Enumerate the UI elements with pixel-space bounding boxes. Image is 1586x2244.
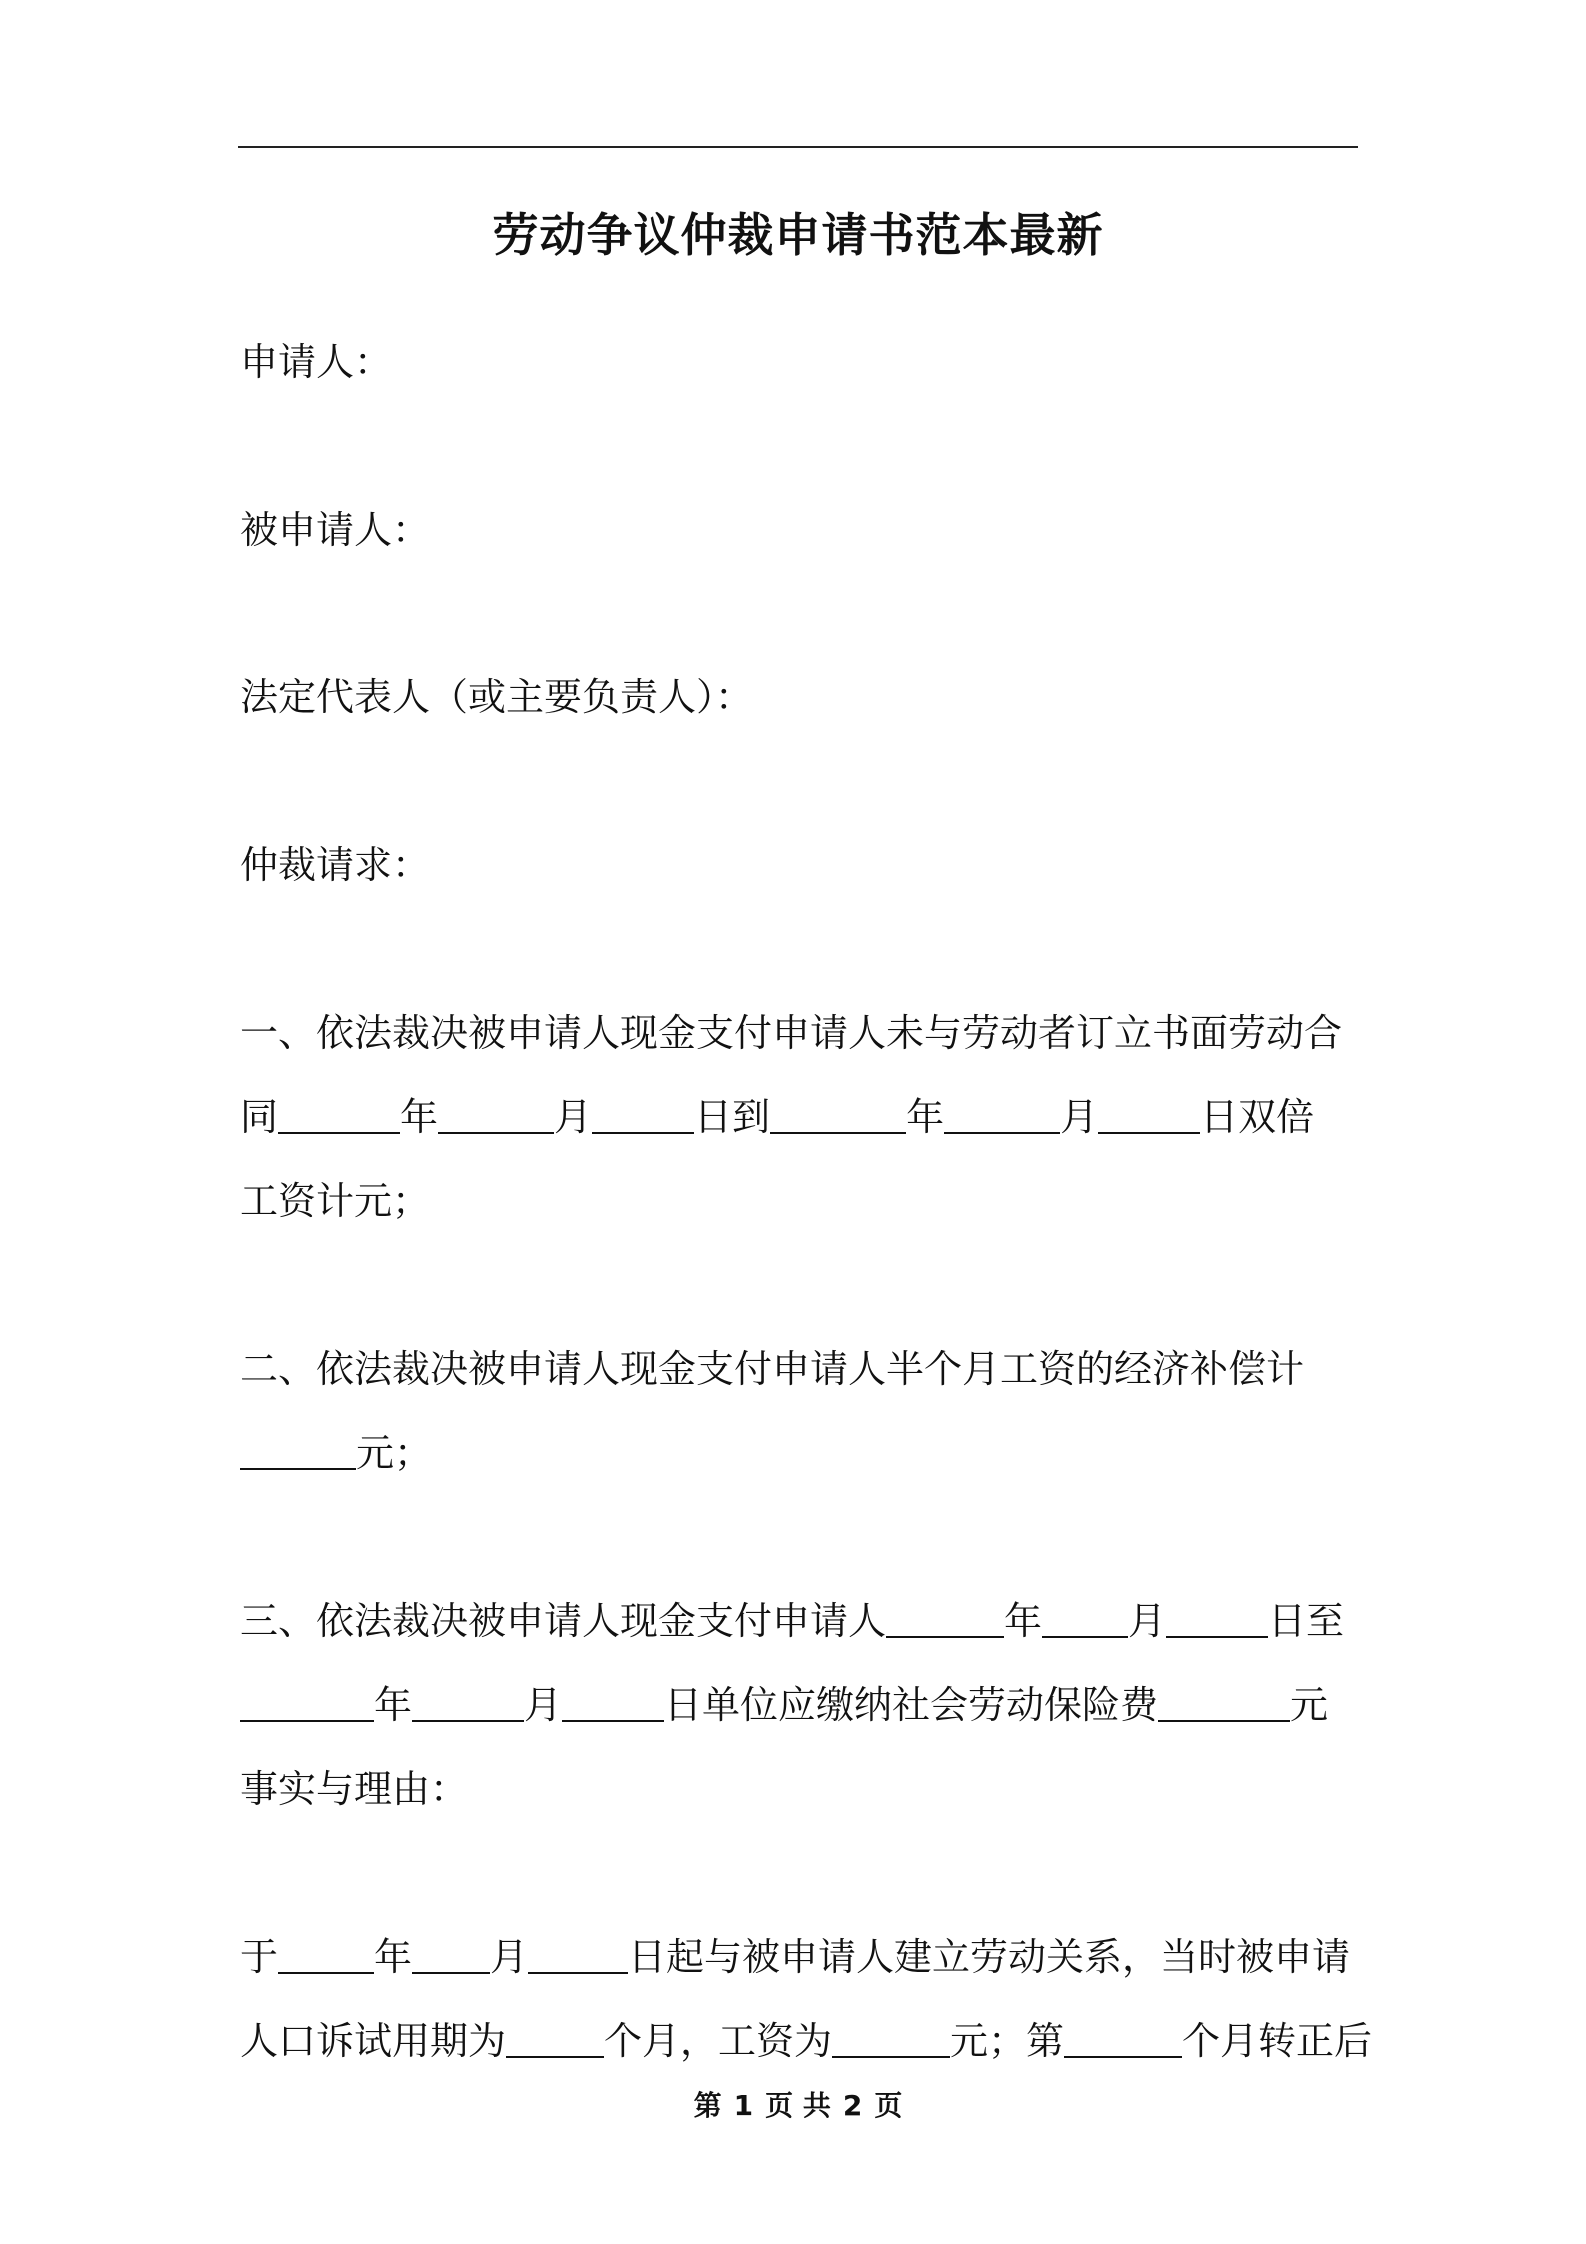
facts-text: 元；第	[950, 2019, 1065, 2063]
claim-3-line-2	[240, 1679, 1362, 1731]
blank-field	[1064, 2022, 1182, 2058]
claims-label: 仲裁请求：	[240, 843, 431, 887]
claim-3-text: 日单位应缴纳社会劳动保险费	[664, 1683, 1159, 1727]
blank-field	[278, 1098, 400, 1134]
total-pages-number: 2	[842, 2089, 863, 2122]
current-page-number: 1	[733, 2089, 754, 2122]
blank-field	[506, 2022, 604, 2058]
claim-3-line-1	[240, 1595, 1362, 1647]
blank-field	[528, 1938, 628, 1974]
blank-field	[592, 1098, 694, 1134]
claim-3-text: 三、依法裁决被申请人现金支付申请人	[240, 1599, 887, 1643]
claim-1-text: 年	[906, 1095, 945, 1139]
footer-suffix: 页	[874, 2089, 903, 2122]
claim-1-text: 日到	[694, 1095, 771, 1139]
blank-field	[278, 1938, 374, 1974]
blank-field	[240, 1686, 374, 1722]
document-title: 劳动争议仲裁申请书范本最新	[492, 208, 1104, 262]
blank-field	[1098, 1098, 1200, 1134]
facts-line-1	[240, 1931, 1362, 1983]
facts-line-2	[240, 2015, 1373, 2067]
claim-3-text: 年	[374, 1683, 413, 1727]
claim-3-text: 月	[524, 1683, 563, 1727]
blank-field	[562, 1686, 664, 1722]
page-footer	[238, 2086, 1358, 2126]
header-rule	[238, 146, 1358, 148]
blank-field	[1166, 1602, 1268, 1638]
applicant-label: 申请人：	[240, 340, 393, 384]
respondent-label: 被申请人：	[240, 508, 431, 552]
blank-field	[412, 1938, 490, 1974]
claim-3-text: 日至	[1268, 1599, 1345, 1643]
facts-text: 日起与被申请人建立劳动关系，当时被申请	[628, 1935, 1351, 1979]
claim-2-text: 元；	[356, 1431, 433, 1475]
blank-field	[1158, 1686, 1290, 1722]
blank-field	[438, 1098, 554, 1134]
blank-field	[1042, 1602, 1128, 1638]
claim-3-text: 年	[1004, 1599, 1043, 1643]
facts-text: 年	[374, 1935, 413, 1979]
claim-3-text: 元	[1290, 1683, 1329, 1727]
footer-middle: 页 共	[765, 2089, 831, 2122]
facts-text: 个月，工资为	[604, 2019, 833, 2063]
claim-1-line-2	[240, 1091, 1362, 1143]
blank-field	[886, 1602, 1004, 1638]
claim-3-text: 月	[1128, 1599, 1167, 1643]
claim-1-text: 月	[1060, 1095, 1099, 1139]
legal-representative-label: 法定代表人（或主要负责人）：	[240, 675, 754, 719]
facts-label: 事实与理由：	[240, 1767, 469, 1811]
facts-text: 人口诉试用期为	[240, 2019, 507, 2063]
facts-text: 月	[490, 1935, 529, 1979]
claim-1-line-1: 一、依法裁决被申请人现金支付申请人未与劳动者订立书面劳动合	[240, 1011, 1343, 1055]
footer-prefix: 第	[693, 2089, 722, 2122]
claim-1-text: 日双倍	[1200, 1095, 1315, 1139]
claim-2-line-2	[240, 1427, 1362, 1479]
facts-text: 个月转正后	[1182, 2019, 1373, 2063]
claim-1-line-3: 工资计元；	[240, 1179, 431, 1223]
claim-1-text: 年	[400, 1095, 439, 1139]
facts-text: 于	[240, 1935, 279, 1979]
blank-field	[944, 1098, 1060, 1134]
blank-field	[832, 2022, 950, 2058]
blank-field	[412, 1686, 524, 1722]
claim-1-text: 同	[240, 1095, 279, 1139]
claim-2-line-1: 二、依法裁决被申请人现金支付申请人半个月工资的经济补偿计	[240, 1347, 1305, 1391]
blank-field	[770, 1098, 906, 1134]
blank-field	[240, 1434, 356, 1470]
claim-1-text: 月	[554, 1095, 593, 1139]
